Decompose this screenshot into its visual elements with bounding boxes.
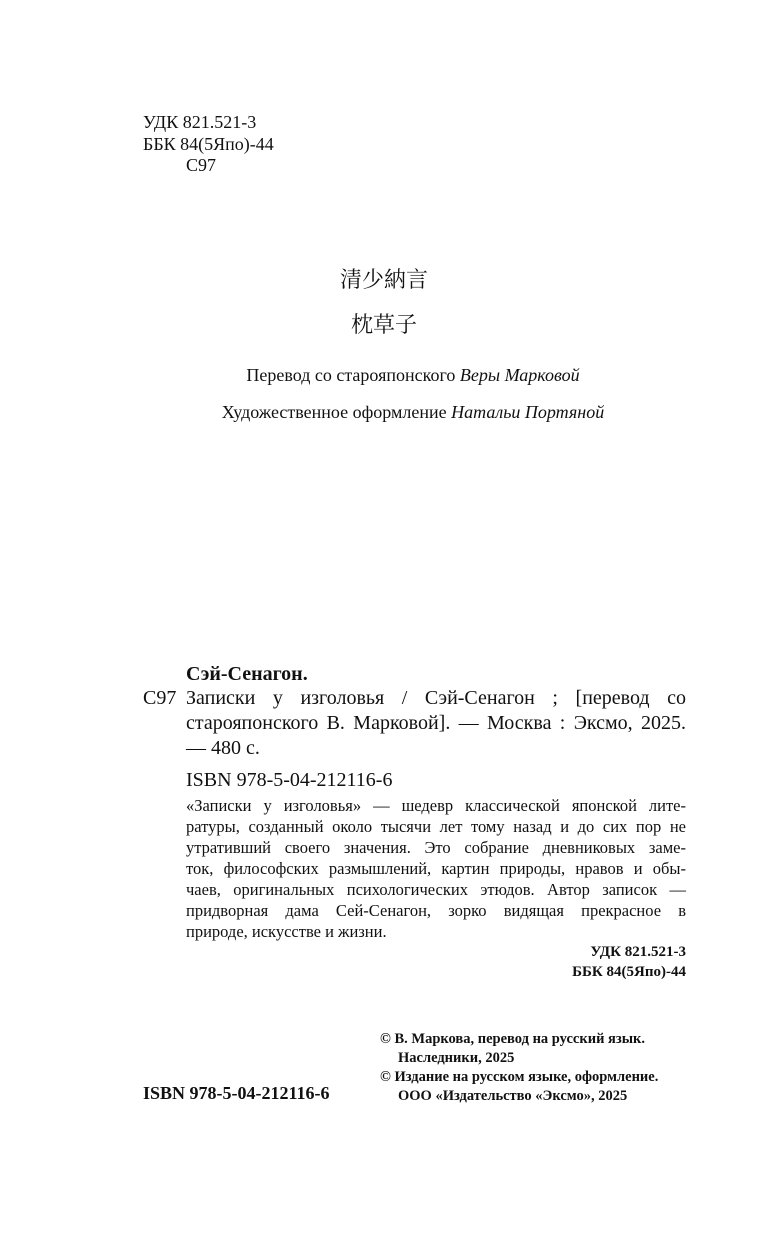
bibliographic-isbn: ISBN 978-5-04-212116-6 — [186, 769, 393, 791]
annotation — [186, 795, 686, 942]
translator-name: Веры Марковой — [459, 365, 580, 385]
design-credit — [0, 401, 768, 423]
translation-credit — [0, 364, 768, 386]
design-credit-prefix: Художественное оформление — [221, 402, 452, 422]
bbk-code: ББК 84(5Япо)-44 — [143, 134, 274, 154]
bibliographic-author: Сэй-Сенагон. — [186, 663, 308, 685]
copyright-translation: © В. Маркова, перевод на русский язык. — [380, 1031, 646, 1047]
author-mark: С97 — [186, 155, 217, 175]
copyright-translation-holder: Наследники, 2025 — [398, 1050, 515, 1066]
udk-code-bottom: УДК 821.521-3 — [590, 944, 686, 960]
designer-name: Натальи Портяной — [451, 402, 605, 422]
annotation-line: чаев, оригинальных психологических этюдов. Автор записок — — [186, 880, 686, 899]
udk-code: УДК 821.521-3 — [143, 112, 257, 132]
annotation-line: ток, философских размышлений, картин природы, нравов и обы- — [186, 859, 686, 878]
annotation-line: утративший своего значения. Это собрание дневниковых заме- — [186, 838, 686, 857]
isbn-footer: ISBN 978-5-04-212116-6 — [143, 1083, 330, 1103]
copyright-publisher: ООО «Издательство «Эксмо», 2025 — [398, 1088, 628, 1104]
translation-credit-prefix: Перевод со старояпонского — [246, 365, 460, 385]
annotation-line: природе, искусстве и жизни. — [186, 922, 387, 941]
annotation-line: «Записки у изголовья» — шедевр классической японской лите- — [186, 796, 686, 815]
copyright-edition: © Издание на русском языке, оформление. — [380, 1069, 659, 1085]
annotation-line: ратуры, созданный около тысячи лет тому назад и до сих пор не — [186, 817, 686, 836]
annotation-line: придворная дама Сей-Сенагон, зорко видящая прекрасное в — [186, 901, 686, 920]
bibliographic-author-mark: С97 — [143, 687, 177, 709]
bibliographic-description: Записки у изголовья / Сэй-Сенагон ; [перевод со старояпонского В. Марковой]. — Москва : Эксмо, 2025. — 480 с. — [186, 687, 686, 759]
japanese-author-name: 清少納言 — [339, 268, 428, 293]
bbk-code-bottom: ББК 84(5Япо)-44 — [572, 964, 686, 980]
japanese-book-title: 枕草子 — [350, 313, 417, 338]
